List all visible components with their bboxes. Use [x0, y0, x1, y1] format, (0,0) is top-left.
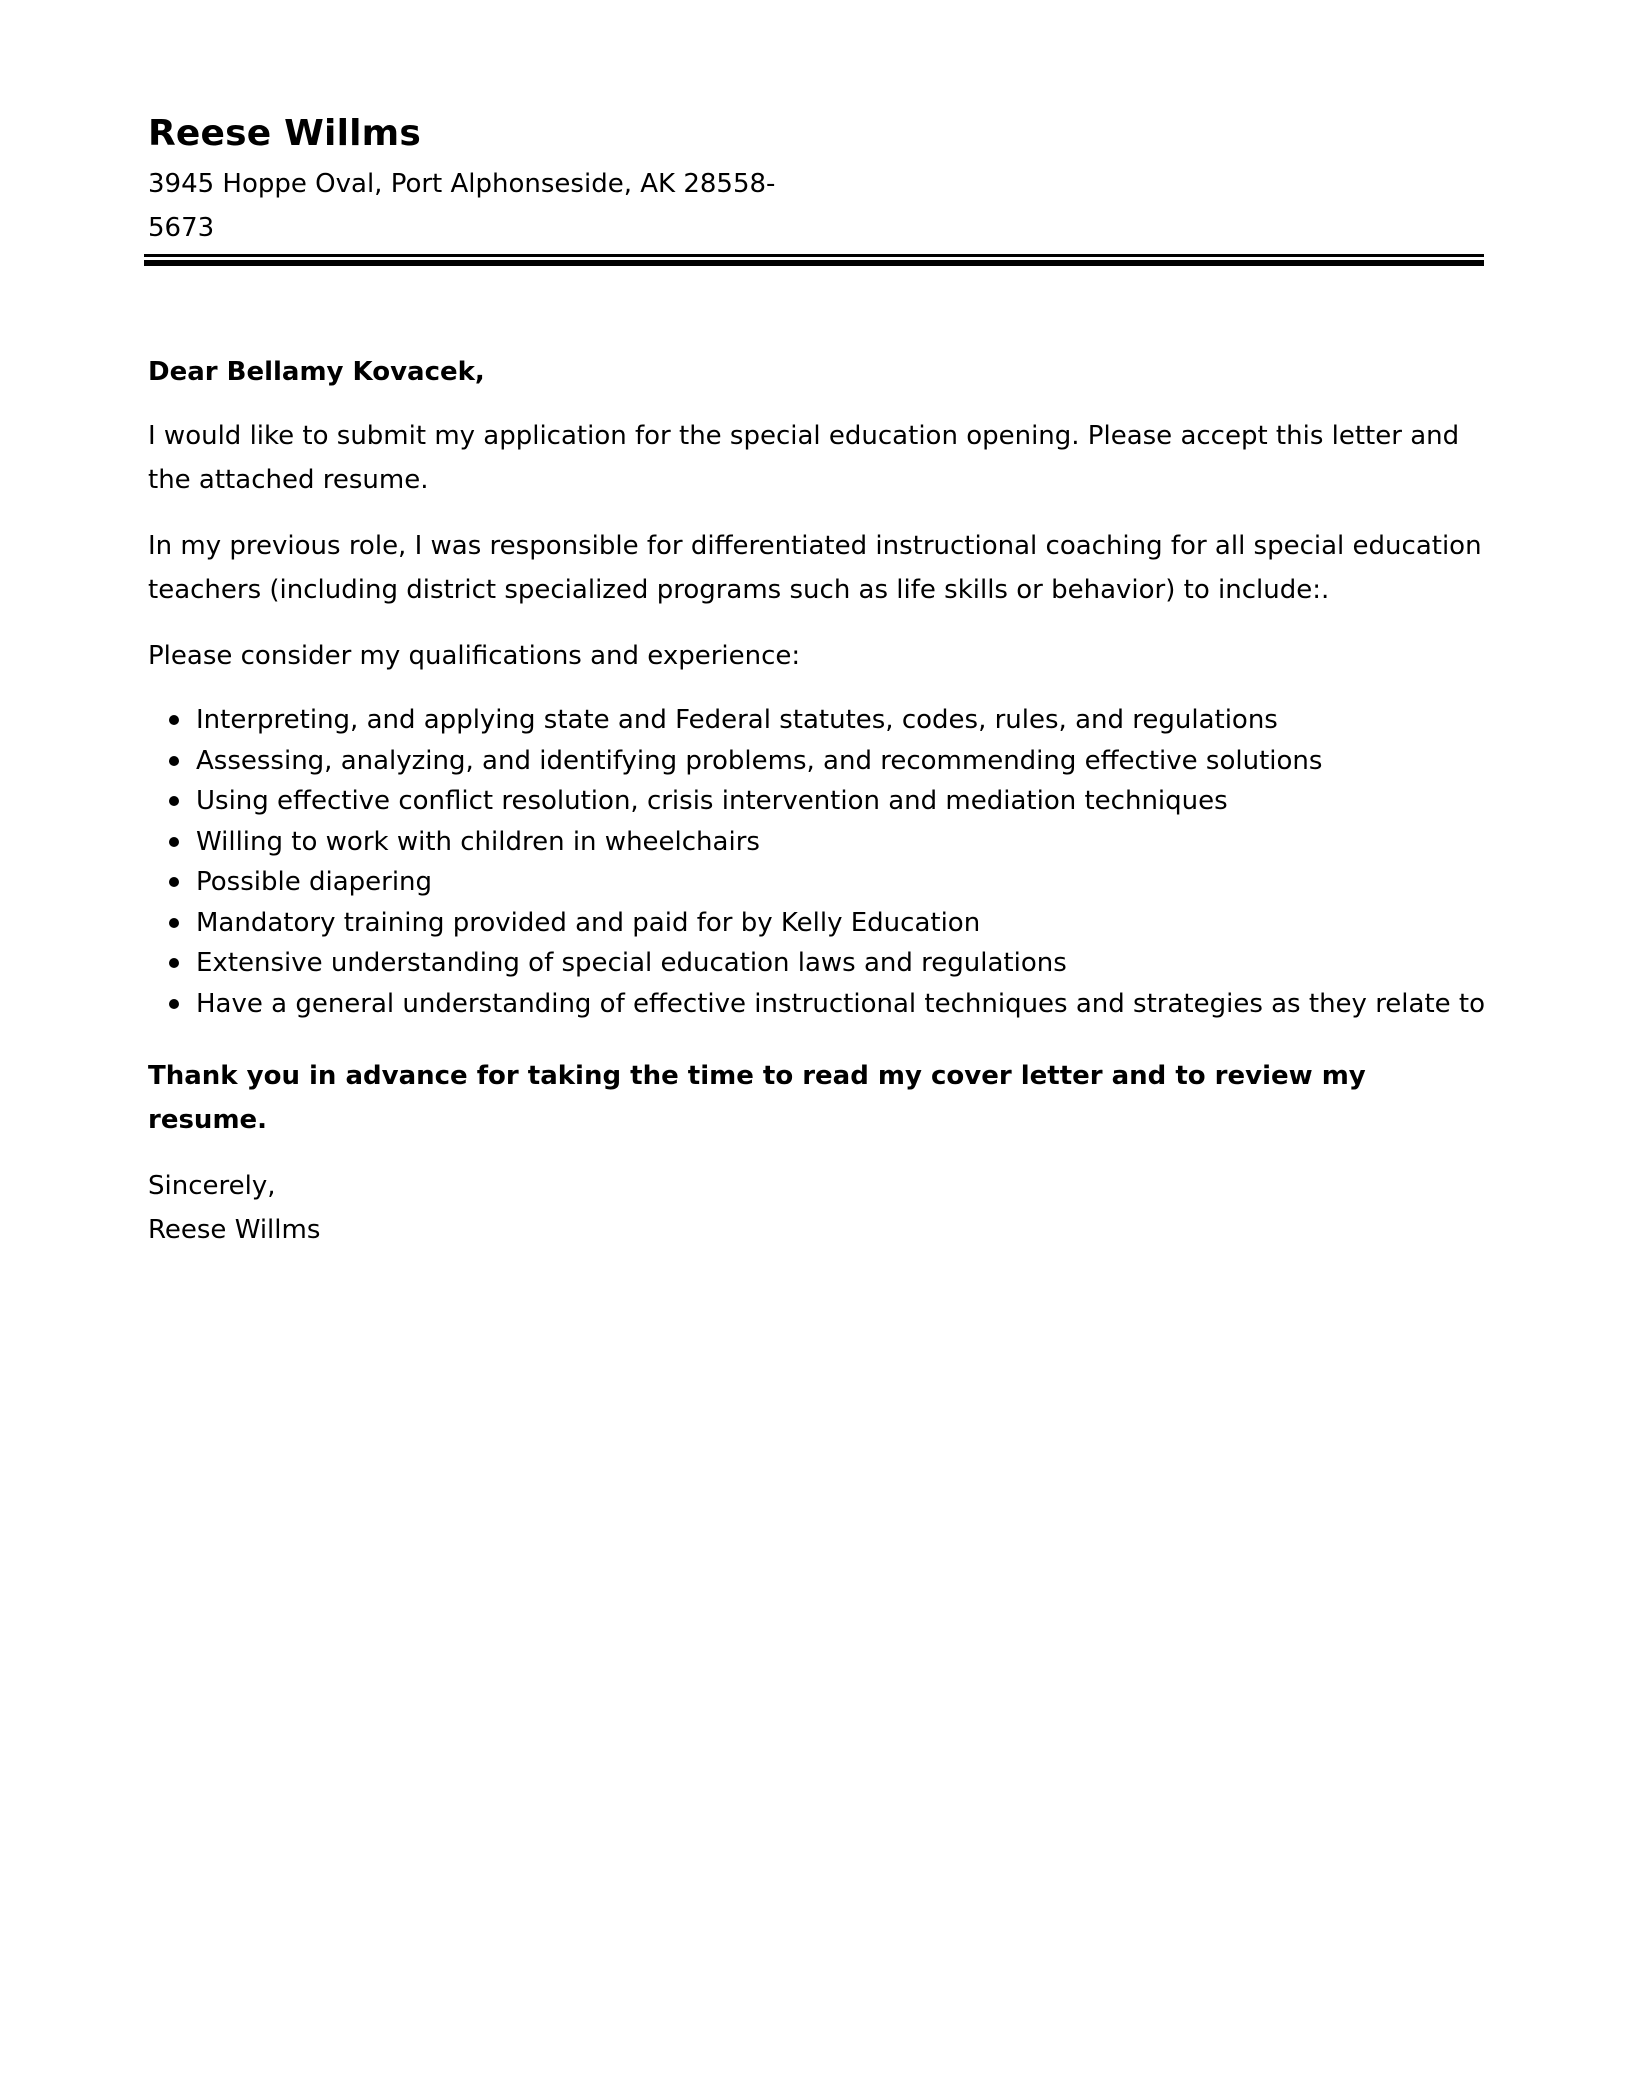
closing: Sincerely, [148, 1171, 276, 1201]
list-item [148, 984, 1488, 1025]
list-item-text: Willing to work with children in wheelchairs [196, 826, 760, 857]
bullet-icon [169, 918, 179, 928]
bullet-icon [169, 999, 179, 1009]
list-item-text: Interpreting, and applying state and Federal statutes, codes, rules, and regulations [196, 705, 1278, 735]
header-divider-thin [144, 254, 1484, 257]
list-item-text: Mandatory training provided and paid for by Kelly Education [196, 907, 981, 938]
list-item-text: Possible diapering [196, 867, 433, 897]
bullet-icon [169, 877, 179, 887]
sender-name: Reese Willms [148, 113, 421, 154]
header-divider-thick [144, 260, 1484, 266]
list-item [148, 862, 1488, 903]
list-item [148, 700, 1488, 741]
qualifications-intro: Please consider my qualifications and experience: [148, 641, 801, 671]
sender-address: 3945 Hoppe Oval, Port Alphonseside, AK 28558-5673 [148, 169, 776, 243]
list-item-text: Have a general understanding of effective instructional techniques and strategies as they relate to [196, 988, 1486, 1019]
bullet-icon [169, 958, 179, 968]
list-item-text: Using effective conflict resolution, crisis intervention and mediation techniques [196, 786, 1228, 816]
thank-you-line: Thank you in advance for taking the time to read my cover letter and to review my resume. [148, 1061, 1366, 1135]
list-item [148, 781, 1488, 822]
salutation: Dear Bellamy Kovacek, [148, 357, 485, 387]
letter-header [148, 110, 1484, 250]
bullet-icon [169, 796, 179, 806]
list-item [148, 822, 1488, 863]
list-item-text: Extensive understanding of special education laws and regulations [196, 948, 1067, 978]
bullet-icon [169, 715, 179, 725]
list-item [148, 741, 1488, 782]
previous-role-paragraph: In my previous role, I was responsible for differentiated instructional coaching for all special education teachers (including district specialized programs such as life skills or behavior) to include:. [148, 531, 1482, 605]
bullet-icon [169, 837, 179, 847]
letter-body [148, 350, 1488, 1252]
list-item-text: Assessing, analyzing, and identifying problems, and recommending effective solutions [196, 745, 1323, 776]
signature-name: Reese Willms [148, 1215, 321, 1245]
qualifications-list [148, 700, 1488, 1024]
bullet-icon [169, 756, 179, 766]
list-item [148, 903, 1488, 944]
intro-paragraph: I would like to submit my application for the special education opening. Please accept this letter and the attached resume. [148, 421, 1460, 495]
list-item [148, 943, 1488, 984]
